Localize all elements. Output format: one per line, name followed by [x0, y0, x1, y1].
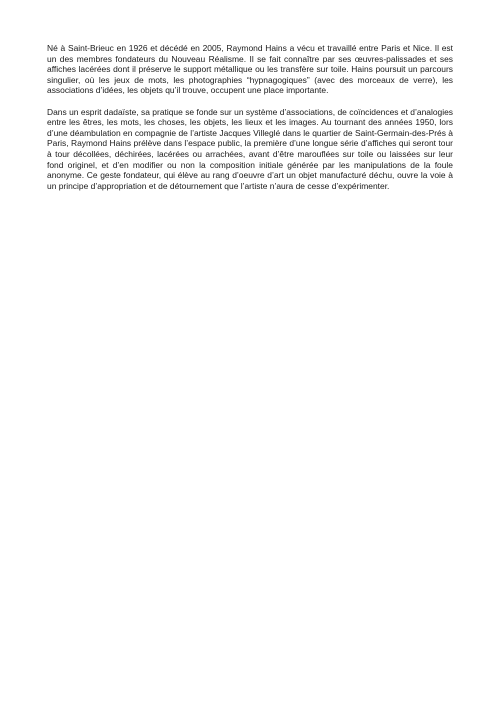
paragraph-biography: Né à Saint-Brieuc en 1926 et décédé en 2005, Raymond Hains a vécu et travaillé entre Paris et Nice. Il est un des membres fondateurs du Nouveau Réalisme. Il se fait connaître par ses œuvres-palissades et ses affiches lacérées dont il préserve le support métallique ou les transfère sur toile. Hains poursuit un parcours singulier, où les jeux de mots, les photographies “hypnagogiques” (avec des morceaux de verre), les associations d’idées, les objets qu’il trouve, occupent une place importante. — [47, 43, 453, 96]
paragraph-practice: Dans un esprit dadaïste, sa pratique se fonde sur un système d’associations, de coïncidences et d’analogies entre les êtres, les mots, les choses, les objets, les lieux et les images. Au tournant des années 1950, lors d’une déambulation en compagnie de l’artiste Jacques Villeglé dans le quartier de Saint-Germain-des-Prés à Paris, Raymond Hains prélève dans l’espace public, la première d’une longue série d’affiches qui seront tour à tour décollées, déchirées, lacérées ou arrachées, avant d’être marouflées sur toile ou laissées sur leur fond originel, et d’en modifier ou non la composition initiale générée par les manipulations de la foule anonyme. Ce geste fondateur, qui élève au rang d’oeuvre d’art un objet manufacturé déchu, ouvre la voie à un principe d’appropriation et de détournement que l’artiste n’aura de cesse d’expérimenter. — [47, 106, 453, 191]
body-text — [47, 43, 453, 202]
